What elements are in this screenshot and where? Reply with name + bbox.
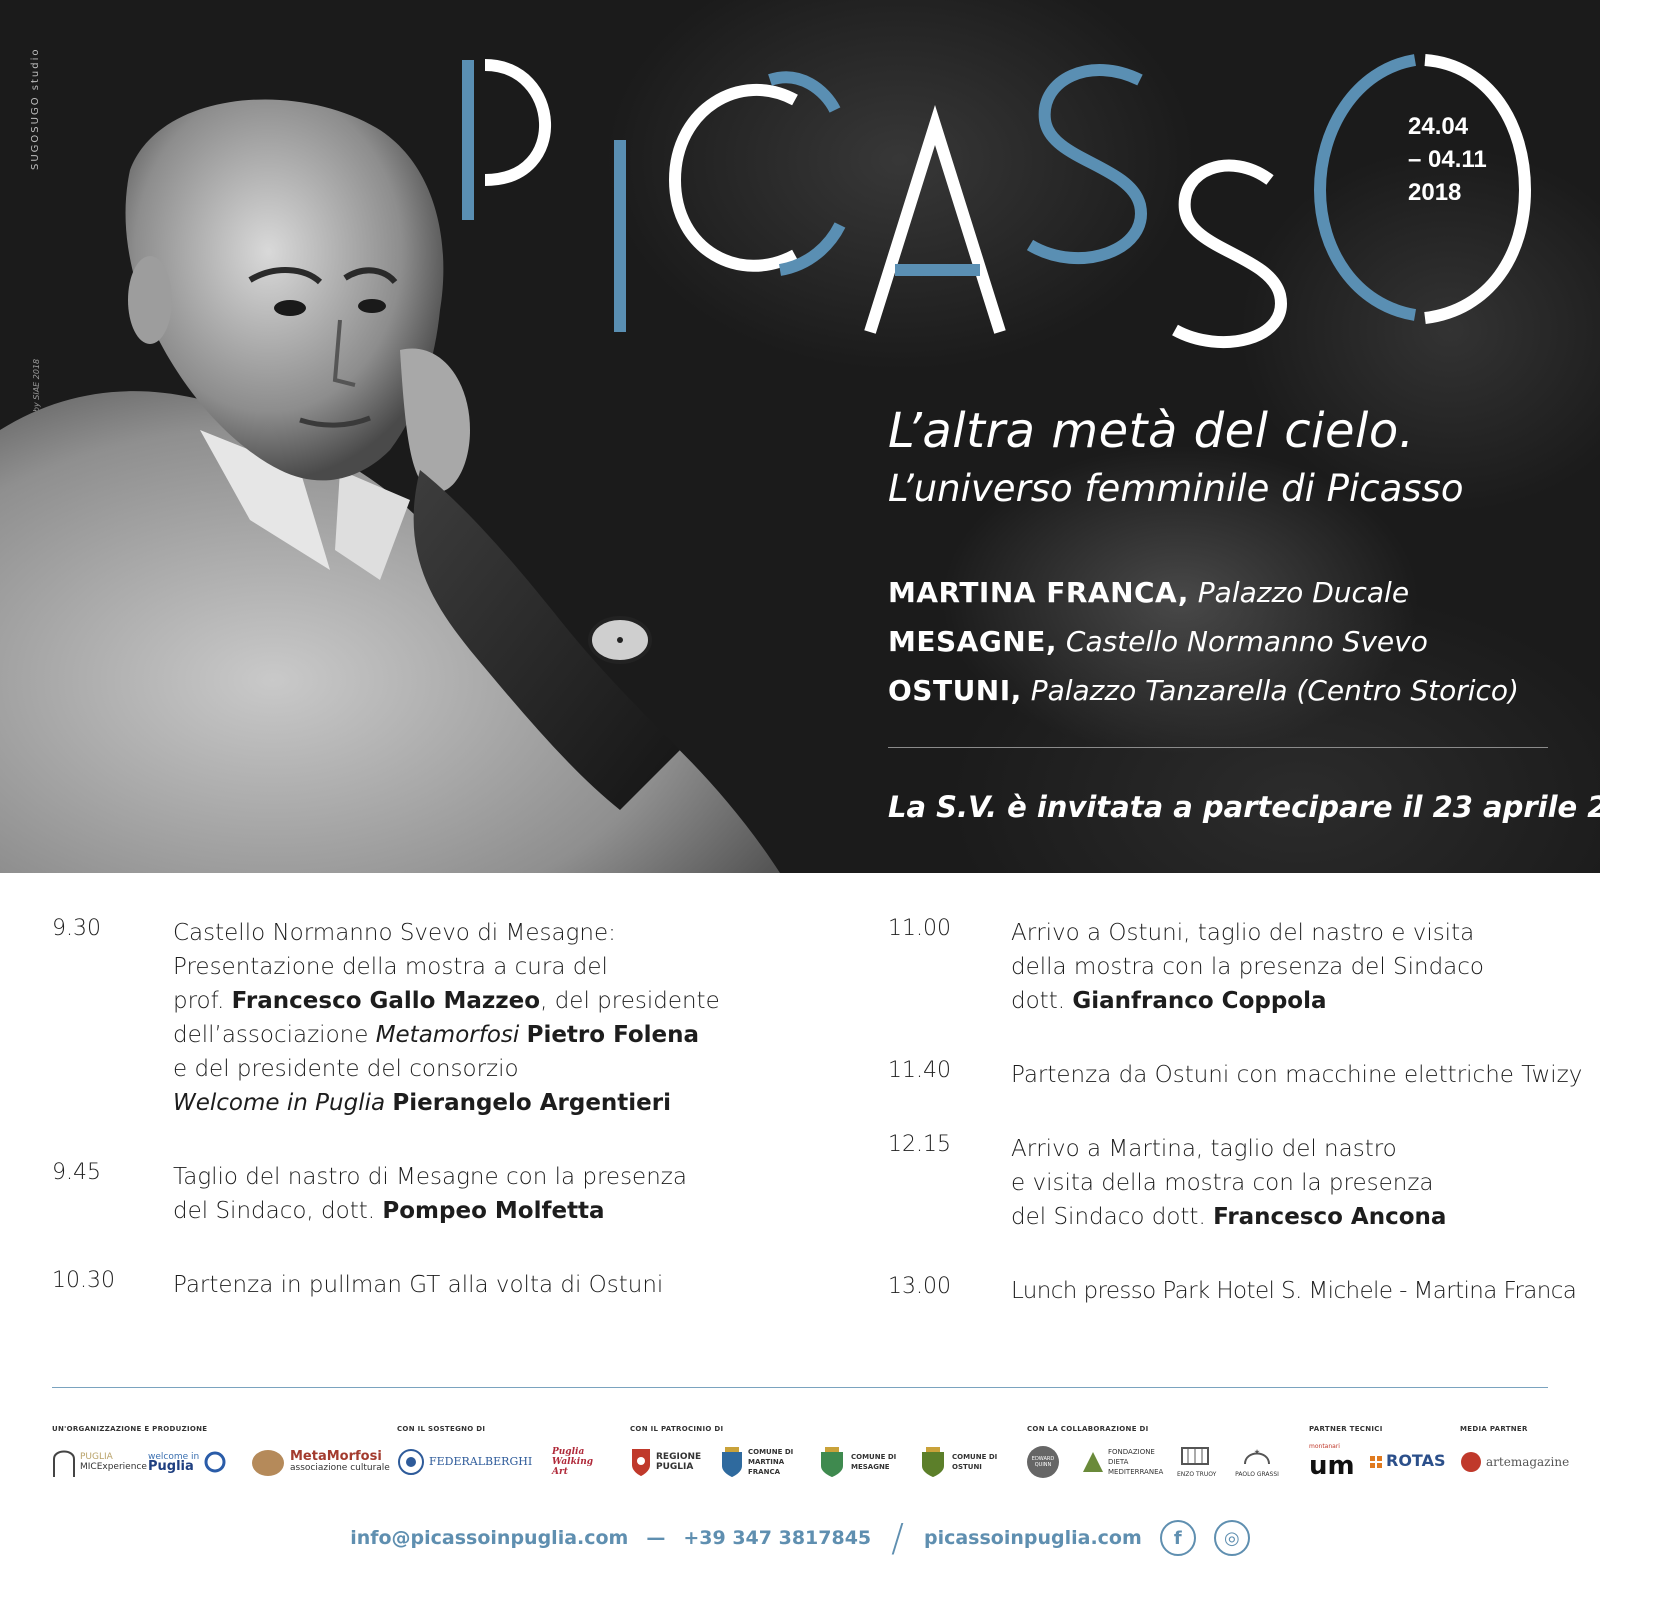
venue-place: Palazzo Ducale bbox=[1197, 576, 1410, 609]
comune-mesagne-logo bbox=[817, 1441, 897, 1483]
edward-quinn-logo bbox=[1027, 1441, 1059, 1483]
um-mark-icon bbox=[1309, 1451, 1355, 1481]
rotas-logo bbox=[1370, 1441, 1446, 1483]
contact-bar bbox=[0, 1518, 1600, 1558]
martina-name: COMUNE DI MARTINA FRANCA bbox=[748, 1448, 794, 1476]
instagram-icon[interactable]: ◎ bbox=[1214, 1520, 1250, 1556]
martina-crest-icon bbox=[720, 1446, 744, 1478]
star-arch-icon bbox=[1242, 1444, 1272, 1466]
exhibition-dates bbox=[1408, 110, 1528, 209]
federalberghi-name: FEDERALBERGHI bbox=[429, 1454, 533, 1468]
venue-ostuni bbox=[888, 666, 1588, 715]
desc-line: Presentazione della mostra a cura del bbox=[173, 954, 608, 980]
desc-text: prof. bbox=[173, 988, 232, 1014]
svg-text:um: um bbox=[1309, 1451, 1355, 1481]
label-patrocinio: CON IL PATROCINIO DI bbox=[630, 1425, 724, 1433]
program-time: 9.30 bbox=[52, 916, 101, 941]
comune-ostuni-logo bbox=[918, 1441, 998, 1483]
enzo-name: ENZO TRUOY bbox=[1177, 1471, 1217, 1478]
fondazione-dieta-logo bbox=[1082, 1441, 1172, 1483]
mice-small: PUGLIA bbox=[80, 1452, 113, 1462]
speaker-name: Pierangelo Argentieri bbox=[392, 1090, 672, 1116]
building-icon bbox=[1180, 1444, 1210, 1466]
program-description: Partenza da Ostuni con macchine elettriche Twizy bbox=[1011, 1062, 1583, 1088]
venue-place: Palazzo Tanzarella (Centro Storico) bbox=[1030, 674, 1519, 707]
desc-text: del Sindaco, dott. bbox=[173, 1198, 383, 1224]
welcome-small: welcome in bbox=[148, 1451, 200, 1462]
desc-line: Arrivo a Ostuni, taglio del nastro e visita bbox=[1011, 920, 1475, 946]
association-name: Metamorfosi bbox=[375, 1022, 520, 1048]
regione-puglia-logo bbox=[630, 1441, 700, 1483]
venue-martina-franca bbox=[888, 568, 1588, 617]
hero-divider bbox=[888, 747, 1548, 748]
mice-name: MICExperience bbox=[80, 1462, 147, 1472]
swirl-icon bbox=[203, 1450, 227, 1474]
venue-mesagne bbox=[888, 617, 1588, 666]
speaker-name: Pietro Folena bbox=[526, 1022, 700, 1048]
enzo-truoy-logo bbox=[1177, 1441, 1217, 1483]
consortium-name: Welcome in Puglia bbox=[173, 1090, 386, 1116]
desc-text: , del presidente bbox=[540, 988, 720, 1014]
venue-city: MARTINA FRANCA, bbox=[888, 576, 1189, 609]
venue-list bbox=[888, 568, 1588, 715]
regione-name: REGIONE PUGLIA bbox=[656, 1452, 702, 1472]
venue-city: MESAGNE, bbox=[888, 625, 1058, 658]
desc-line: della mostra con la presenza del Sindaco bbox=[1011, 954, 1484, 980]
paolo-name: PAOLO GRASSI bbox=[1235, 1471, 1279, 1478]
desc-line: e del presidente del consorzio bbox=[173, 1056, 519, 1082]
regione-shield-icon bbox=[630, 1447, 652, 1477]
subtitle-line-2: L’universo femminile di Picasso bbox=[888, 467, 1464, 510]
facebook-icon[interactable]: f bbox=[1160, 1520, 1196, 1556]
welcome-name: Puglia bbox=[148, 1458, 194, 1474]
speaker-name: Francesco Gallo Mazzeo bbox=[231, 988, 541, 1014]
program-description bbox=[173, 916, 772, 1120]
federalberghi-emblem-icon bbox=[397, 1448, 425, 1476]
label-media-partner: MEDIA PARTNER bbox=[1460, 1425, 1528, 1433]
program-time: 12.15 bbox=[888, 1132, 951, 1157]
date-start: 24.04 bbox=[1408, 113, 1469, 140]
comune-martina-franca-logo bbox=[720, 1441, 794, 1483]
program-time: 9.45 bbox=[52, 1160, 101, 1185]
svg-text:★: ★ bbox=[1253, 1448, 1261, 1456]
desc-line: Castello Normanno Svevo di Mesagne: bbox=[173, 920, 616, 946]
program-time: 13.00 bbox=[888, 1274, 951, 1299]
label-sostegno: CON IL SOSTEGNO DI bbox=[397, 1425, 486, 1433]
arte-circle-icon bbox=[1460, 1451, 1482, 1473]
program-item bbox=[52, 916, 772, 1120]
label-collaborazione: CON LA COLLABORAZIONE DI bbox=[1027, 1425, 1149, 1433]
welcome-puglia-logo bbox=[148, 1441, 227, 1483]
montanari-logo bbox=[1309, 1441, 1355, 1483]
arch-icon bbox=[52, 1447, 76, 1477]
phone-number[interactable]: +39 347 3817845 bbox=[683, 1527, 872, 1549]
footer-divider bbox=[52, 1387, 1548, 1388]
program-item bbox=[888, 1132, 1568, 1234]
program-item bbox=[888, 1274, 1577, 1308]
quinn-badge: EDWARD QUINN bbox=[1027, 1446, 1059, 1478]
subtitle-line-1: L’altra metà del cielo. bbox=[888, 403, 1415, 459]
website-link[interactable]: picassoinpuglia.com bbox=[923, 1527, 1142, 1549]
ostuni-crest-icon bbox=[918, 1446, 948, 1478]
program-time: 11.40 bbox=[888, 1058, 951, 1083]
program-left-column bbox=[52, 916, 772, 1342]
program-right-column bbox=[888, 916, 1583, 1348]
label-partner-tecnici: PARTNER TECNICI bbox=[1309, 1425, 1383, 1433]
federalberghi-logo bbox=[397, 1441, 532, 1483]
program-item bbox=[888, 1058, 1583, 1092]
triangle-icon bbox=[1082, 1450, 1104, 1474]
invitation-line: La S.V. è invitata a partecipare il 23 aprile 2018 bbox=[888, 790, 1668, 824]
program-description: Partenza in pullman GT alla volta di Ostuni bbox=[173, 1272, 664, 1298]
walking-art-name: Puglia Walking Art bbox=[552, 1447, 594, 1477]
program-time: 10.30 bbox=[52, 1268, 115, 1293]
sponsor-logos bbox=[52, 1425, 1570, 1505]
program-item bbox=[888, 916, 1568, 1018]
program-item bbox=[52, 1160, 772, 1228]
desc-line: Arrivo a Martina, taglio del nastro bbox=[1011, 1136, 1397, 1162]
contact-dash: — bbox=[646, 1527, 666, 1549]
ostuni-name: COMUNE DI OSTUNI bbox=[952, 1453, 998, 1471]
program-item bbox=[52, 1268, 772, 1302]
program-description bbox=[173, 1160, 772, 1228]
metamorfosi-logo bbox=[250, 1441, 390, 1483]
venue-place: Castello Normanno Svevo bbox=[1065, 625, 1428, 658]
montanari-name: montanari bbox=[1309, 1443, 1340, 1450]
metamorfosi-sub: associazione culturale bbox=[290, 1462, 390, 1473]
mesagne-crest-icon bbox=[817, 1446, 847, 1478]
dieta-name: FONDAZIONE DIETA MEDITERRANEA bbox=[1108, 1448, 1164, 1476]
desc-text: del Sindaco dott. bbox=[1011, 1204, 1214, 1230]
email-link[interactable]: info@picassoinpuglia.com bbox=[350, 1527, 629, 1549]
exhibition-subtitle bbox=[888, 398, 1568, 514]
date-year: 2018 bbox=[1408, 179, 1462, 206]
desc-line: Taglio del nastro di Mesagne con la presenza bbox=[173, 1164, 687, 1190]
puglia-walking-art-logo bbox=[552, 1441, 612, 1483]
metamorfosi-name: MetaMorfosi bbox=[290, 1448, 382, 1464]
mesagne-name: COMUNE DI MESAGNE bbox=[851, 1453, 897, 1471]
paolo-grassi-logo bbox=[1235, 1441, 1279, 1483]
mice-experience-logo bbox=[52, 1441, 147, 1483]
program-description bbox=[1011, 916, 1568, 1018]
program-description: Lunch presso Park Hotel S. Michele - Martina Franca bbox=[1011, 1278, 1577, 1304]
venue-city: OSTUNI, bbox=[888, 674, 1022, 707]
speaker-name: Gianfranco Coppola bbox=[1072, 988, 1327, 1014]
rotas-name: ROTAS bbox=[1386, 1450, 1446, 1470]
contact-slash: / bbox=[891, 1516, 904, 1560]
desc-line: e visita della mostra con la presenza bbox=[1011, 1170, 1434, 1196]
picasso-title-logo bbox=[440, 40, 1560, 360]
artemagazine-name: artemagazine bbox=[1486, 1455, 1570, 1469]
sculpture-icon bbox=[250, 1445, 286, 1479]
date-end: – 04.11 bbox=[1408, 146, 1487, 173]
desc-space bbox=[519, 1022, 526, 1048]
desc-text: dell’associazione bbox=[173, 1022, 376, 1048]
program-description bbox=[1011, 1132, 1568, 1234]
studio-credit: SUGOSUGO studio bbox=[30, 47, 41, 170]
speaker-name: Francesco Ancona bbox=[1213, 1204, 1447, 1230]
desc-text: dott. bbox=[1011, 988, 1073, 1014]
rotas-grid-icon bbox=[1370, 1456, 1382, 1468]
program-time: 11.00 bbox=[888, 916, 951, 941]
artemagazine-logo bbox=[1460, 1441, 1569, 1483]
label-organizzazione: UN'ORGANIZZAZIONE E PRODUZIONE bbox=[52, 1425, 208, 1433]
speaker-name: Pompeo Molfetta bbox=[382, 1198, 605, 1224]
